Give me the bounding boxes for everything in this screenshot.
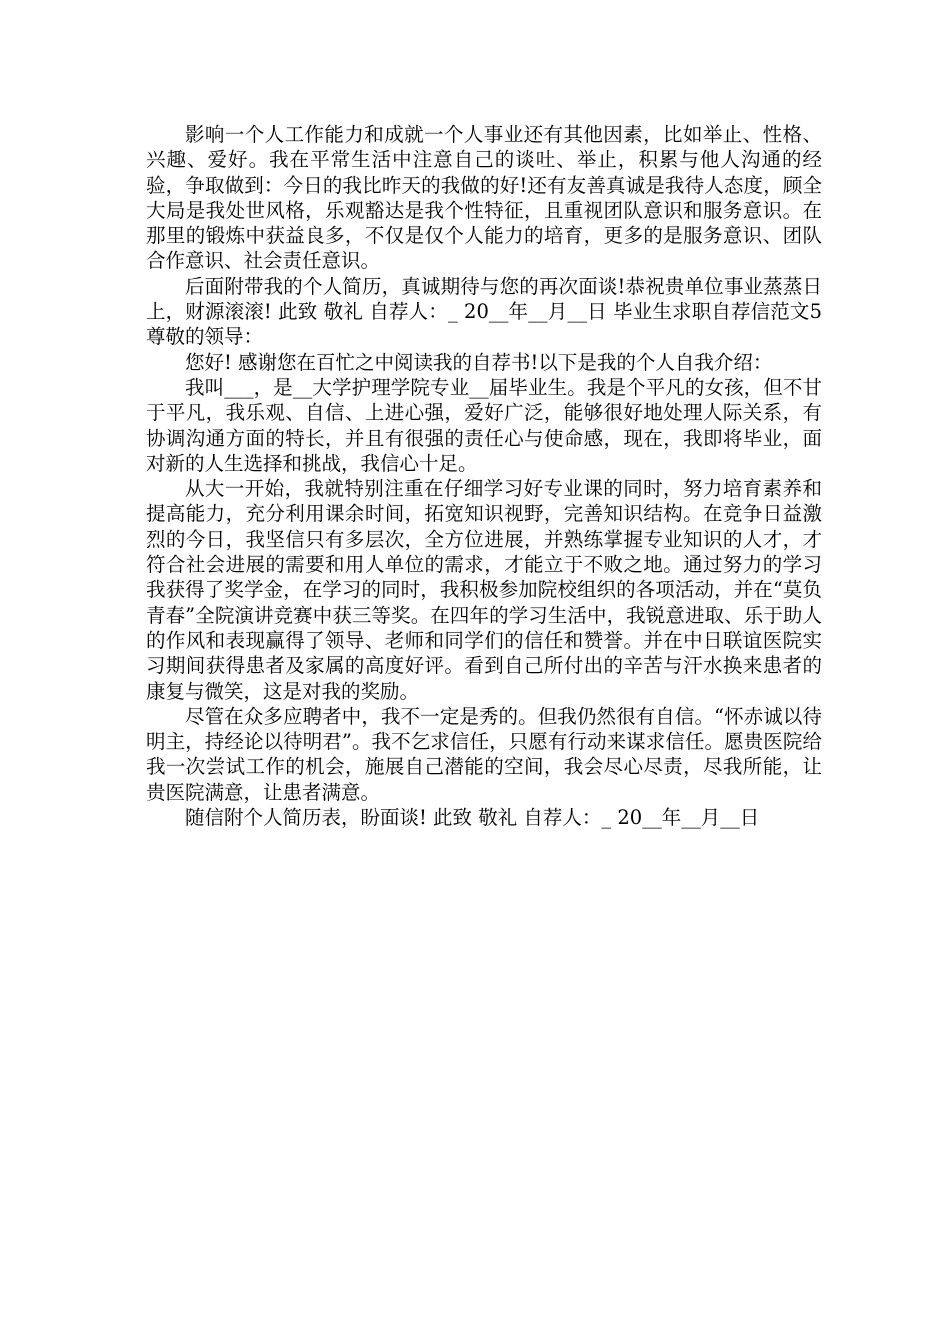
paragraph-greeting: 您好! 感谢您在百忙之中阅读我的自荐书!以下是我的个人自我介绍：	[185, 350, 773, 374]
paragraph-confidence: 尽管在众多应聘者中，我不一定是秀的。但我仍然很有自信。“怀赤诚以待明主，持经论以待明君”。我不乞求信任，只愿有行动来谋求信任。愿贵医院给我一次尝试工作的机会，施展自己潜能的空间，我会尽心尽责，尽我所能，让贵医院满意，让患者满意。	[146, 704, 822, 804]
paragraph-closing-and-next-letter: 后面附带我的个人简历，真诚期待与您的再次面谈!恭祝贵单位事业蒸蒸日上，财源滚滚! 此致 敬礼 自荐人：_ 20__年__月__日 毕业生求职自荐信范文5 尊敬的领导：	[146, 274, 829, 349]
paragraph-self-introduction: 我叫___，是__大学护理学院专业__届毕业生。我是个平凡的女孩，但不甘于平凡，我乐观、自信、上进心强，爱好广泛，能够很好地处理人际关系，有协调沟通方面的特长，并且有很强的责任心与使命感，现在，我即将毕业，面对新的人生选择和挑战，我信心十足。	[146, 375, 822, 475]
paragraph-signoff: 随信附个人简历表，盼面谈! 此致 敬礼 自荐人：_ 20__年__月__日	[185, 806, 760, 830]
paragraph-study-experience: 从大一开始，我就特别注重在仔细学习好专业课的同时，努力培育素养和提高能力，充分利用课余时间，拓宽知识视野，完善知识结构。在竞争日益激烈的今日，我坚信只有多层次，全方位进展，并熟练掌握专业知识的人才，才符合社会进展的需要和用人单位的需求，才能立于不败之地。通过努力的学习我获得了奖学金，在学习的同时，我积极参加院校组织的各项活动，并在“莫负青春”全院演讲竞赛中获三等奖。在四年的学习生活中，我锐意进取、乐于助人的作风和表现赢得了领导、老师和同学们的信任和赞誉。并在中日联谊医院实习期间获得患者及家属的高度好评。看到自己所付出的辛苦与汗水换来患者的康复与微笑，这是对我的奖励。	[146, 477, 822, 703]
document-body	[146, 122, 829, 830]
paragraph-personal-qualities: 影响一个人工作能力和成就一个人事业还有其他因素，比如举止、性格、兴趣、爱好。我在平常生活中注意自己的谈吐、举止，积累与他人沟通的经验，争取做到：今日的我比昨天的我做的好!还有友善真诚是我待人态度，顾全大局是我处世风格，乐观豁达是我个性特征，且重视团队意识和服务意识。在那里的锻炼中获益良多，不仅是仅个人能力的培育，更多的是服务意识、团队合作意识、社会责任意识。	[146, 123, 822, 273]
